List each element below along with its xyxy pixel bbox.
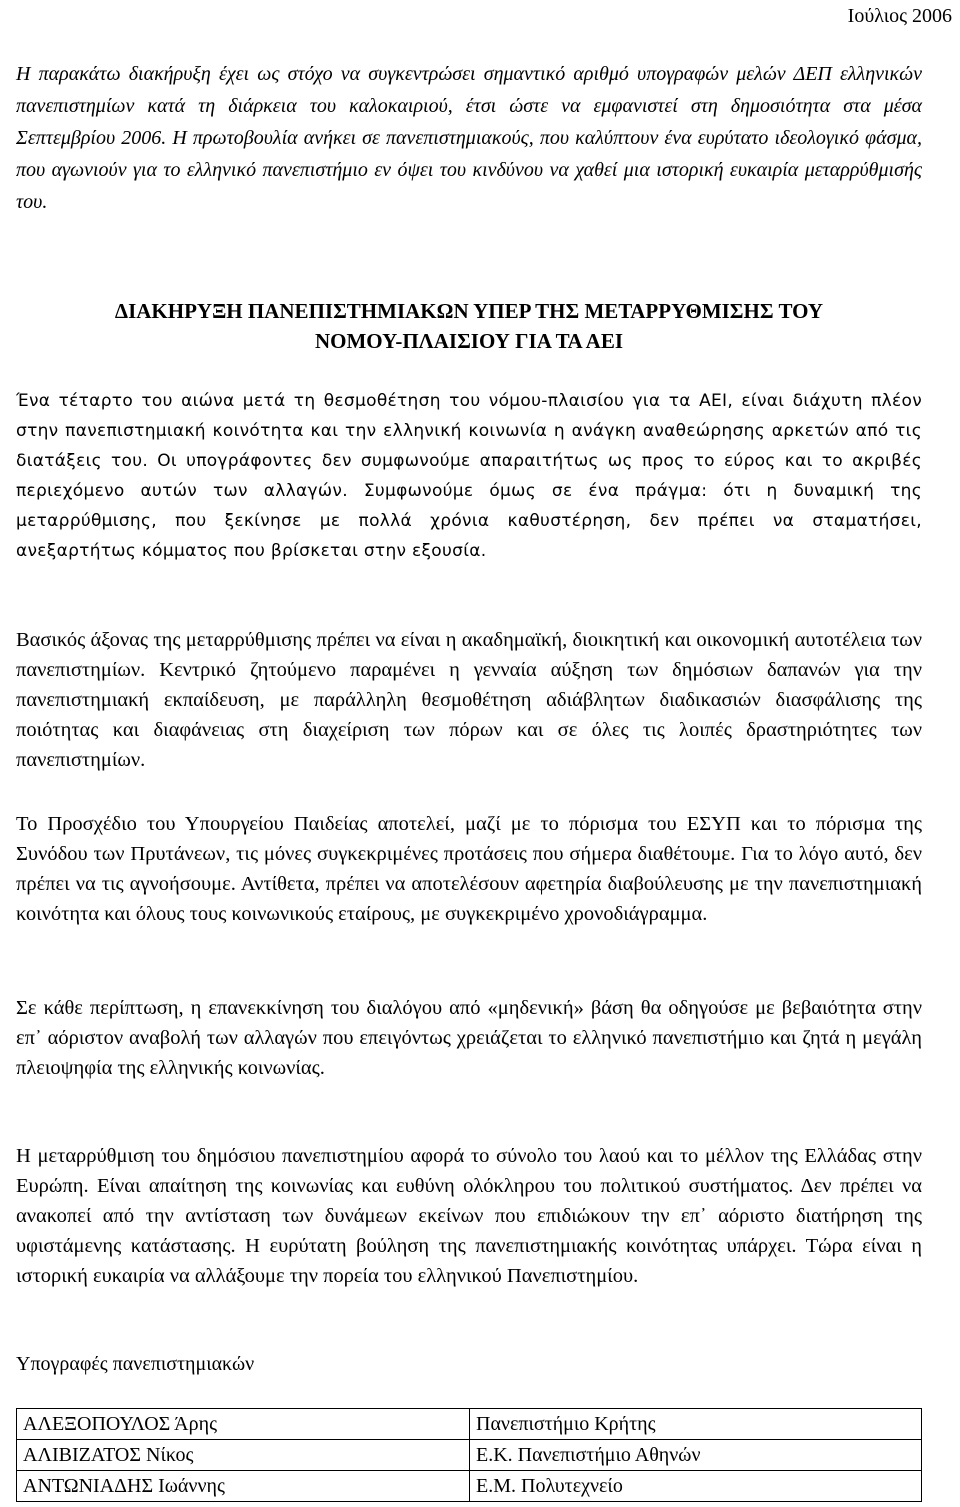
signatory-name: ΑΝΤΩΝΙΑΔΗΣ Ιωάννης	[17, 1471, 470, 1502]
table-row	[17, 1409, 922, 1440]
body-paragraph-1: Ένα τέταρτο του αιώνα μετά τη θεσμοθέτηση του νόμου-πλαισίου για τα ΑΕΙ, είναι διάχυτη πλέον στην πανεπιστημιακή κοινότητα και την ελληνική κοινωνία η ανάγκη αναθεώρησης αρκετών από τις διατάξεις του. Οι υπογράφοντες δεν συμφωνούμε απαραιτήτως ως προς το εύρος και το ακριβές περιεχόμενο αυτών των αλλαγών. Συμφωνούμε όμως σε ένα πράγμα: ότι η δυναμική της μεταρρύθμισης, που ξεκίνησε με πολλά χρόνια καθυστέρηση, δεν πρέπει να σταματήσει, ανεξαρτήτως κόμματος που βρίσκεται στην εξουσία.	[16, 391, 922, 561]
table-row	[17, 1471, 922, 1502]
signatory-name: ΑΛΕΞΟΠΟΥΛΟΣ Άρης	[17, 1409, 470, 1440]
signatures-heading: Υπογραφές πανεπιστημιακών	[16, 1353, 255, 1375]
document-date: Ιούλιος 2006	[847, 5, 952, 27]
declaration-title-line-1: ΔΙΑΚΗΡΥΞΗ ΠΑΝΕΠΙΣΤΗΜΙΑΚΩΝ ΥΠΕΡ ΤΗΣ ΜΕΤΑΡΡΥΘΜΙΣΗΣ ΤΟΥ	[114, 299, 824, 323]
signatures-table	[16, 1408, 922, 1502]
signatory-institution: Ε.Κ. Πανεπιστήμιο Αθηνών	[470, 1440, 922, 1471]
signatory-name: ΑΛΙΒΙΖΑΤΟΣ Νίκος	[17, 1440, 470, 1471]
declaration-title	[16, 296, 922, 356]
body-paragraph-3: Το Προσχέδιο του Υπουργείου Παιδείας αποτελεί, μαζί με το πόρισμα του ΕΣΥΠ και το πόρισμα της Συνόδου των Πρυτάνεων, τις μόνες συγκεκριμένες προτάσεις που σήμερα διαθέτουμε. Για το λόγο αυτό, δεν πρέπει να τις αγνοήσουμε. Αντίθετα, πρέπει να αποτελέσουν αφετηρία διαβούλευσης με την πανεπιστημιακή κοινότητα και όλους τους κοινωνικούς εταίρους, με συγκεκριμένο χρονοδιάγραμμα.	[16, 813, 922, 925]
body-paragraph-4: Σε κάθε περίπτωση, η επανεκκίνηση του διαλόγου από «μηδενική» βάση θα οδηγούσε με βεβαιότητα στην επ᾽ αόριστον αναβολή των αλλαγών που επειγόντως χρειάζεται το ελληνικό πανεπιστήμιο και ζητά η μεγάλη πλειοψηφία της ελληνικής κοινωνίας.	[16, 997, 922, 1079]
signatory-institution: Πανεπιστήμιο Κρήτης	[470, 1409, 922, 1440]
body-paragraph-5: Η μεταρρύθμιση του δημόσιου πανεπιστημίου αφορά το σύνολο του λαού και το μέλλον της Ελλάδας στην Ευρώπη. Είναι απαίτηση της κοινωνίας και ευθύνη ολόκληρου του πολιτικού συστήματος. Δεν πρέπει να ανακοπεί από την αντίσταση των δυνάμεων εκείνων που επιδιώκουν την επ᾽ αόριστο διατήρηση της υφιστάμενης κατάστασης. Η ευρύτατη βούληση της πανεπιστημιακής κοινότητας υπάρχει. Τώρα είναι η ιστορική ευκαιρία να αλλάξουμε την πορεία του ελληνικού Πανεπιστημίου.	[16, 1145, 922, 1287]
signatory-institution: Ε.Μ. Πολυτεχνείο	[470, 1471, 922, 1502]
intro-note: Η παρακάτω διακήρυξη έχει ως στόχο να συγκεντρώσει σημαντικό αριθμό υπογραφών μελών ΔΕΠ ελληνικών πανεπιστημίων κατά τη διάρκεια του καλοκαιριού, έτσι ώστε να εμφανιστεί στη δημοσιότητα στα μέσα Σεπτεμβρίου 2006. Η πρωτοβουλία ανήκει σε πανεπιστημιακούς, που καλύπτουν ένα ευρύτατο ιδεολογικό φάσμα, που αγωνιούν για το ελληνικό πανεπιστήμιο εν όψει του κινδύνου να χαθεί μια ιστορική ευκαιρία μεταρρύθμισής του.	[16, 63, 922, 213]
body-paragraph-2: Βασικός άξονας της μεταρρύθμισης πρέπει να είναι η ακαδημαϊκή, διοικητική και οικονομική αυτοτέλεια των πανεπιστημίων. Κεντρικό ζητούμενο παραμένει η γενναία αύξηση των δημόσιων δαπανών για την πανεπιστημιακή εκπαίδευση, με παράλληλη θεσμοθέτηση αδιάβλητων διαδικασιών διασφάλισης της ποιότητας και διαφάνειας στη διαχείριση των πόρων και σε όλες τις λοιπές δραστηριότητες των πανεπιστημίων.	[16, 629, 922, 771]
declaration-title-line-2: ΝΟΜΟΥ-ΠΛΑΙΣΙΟΥ ΓΙΑ ΤΑ ΑΕΙ	[314, 329, 624, 353]
table-row	[17, 1440, 922, 1471]
